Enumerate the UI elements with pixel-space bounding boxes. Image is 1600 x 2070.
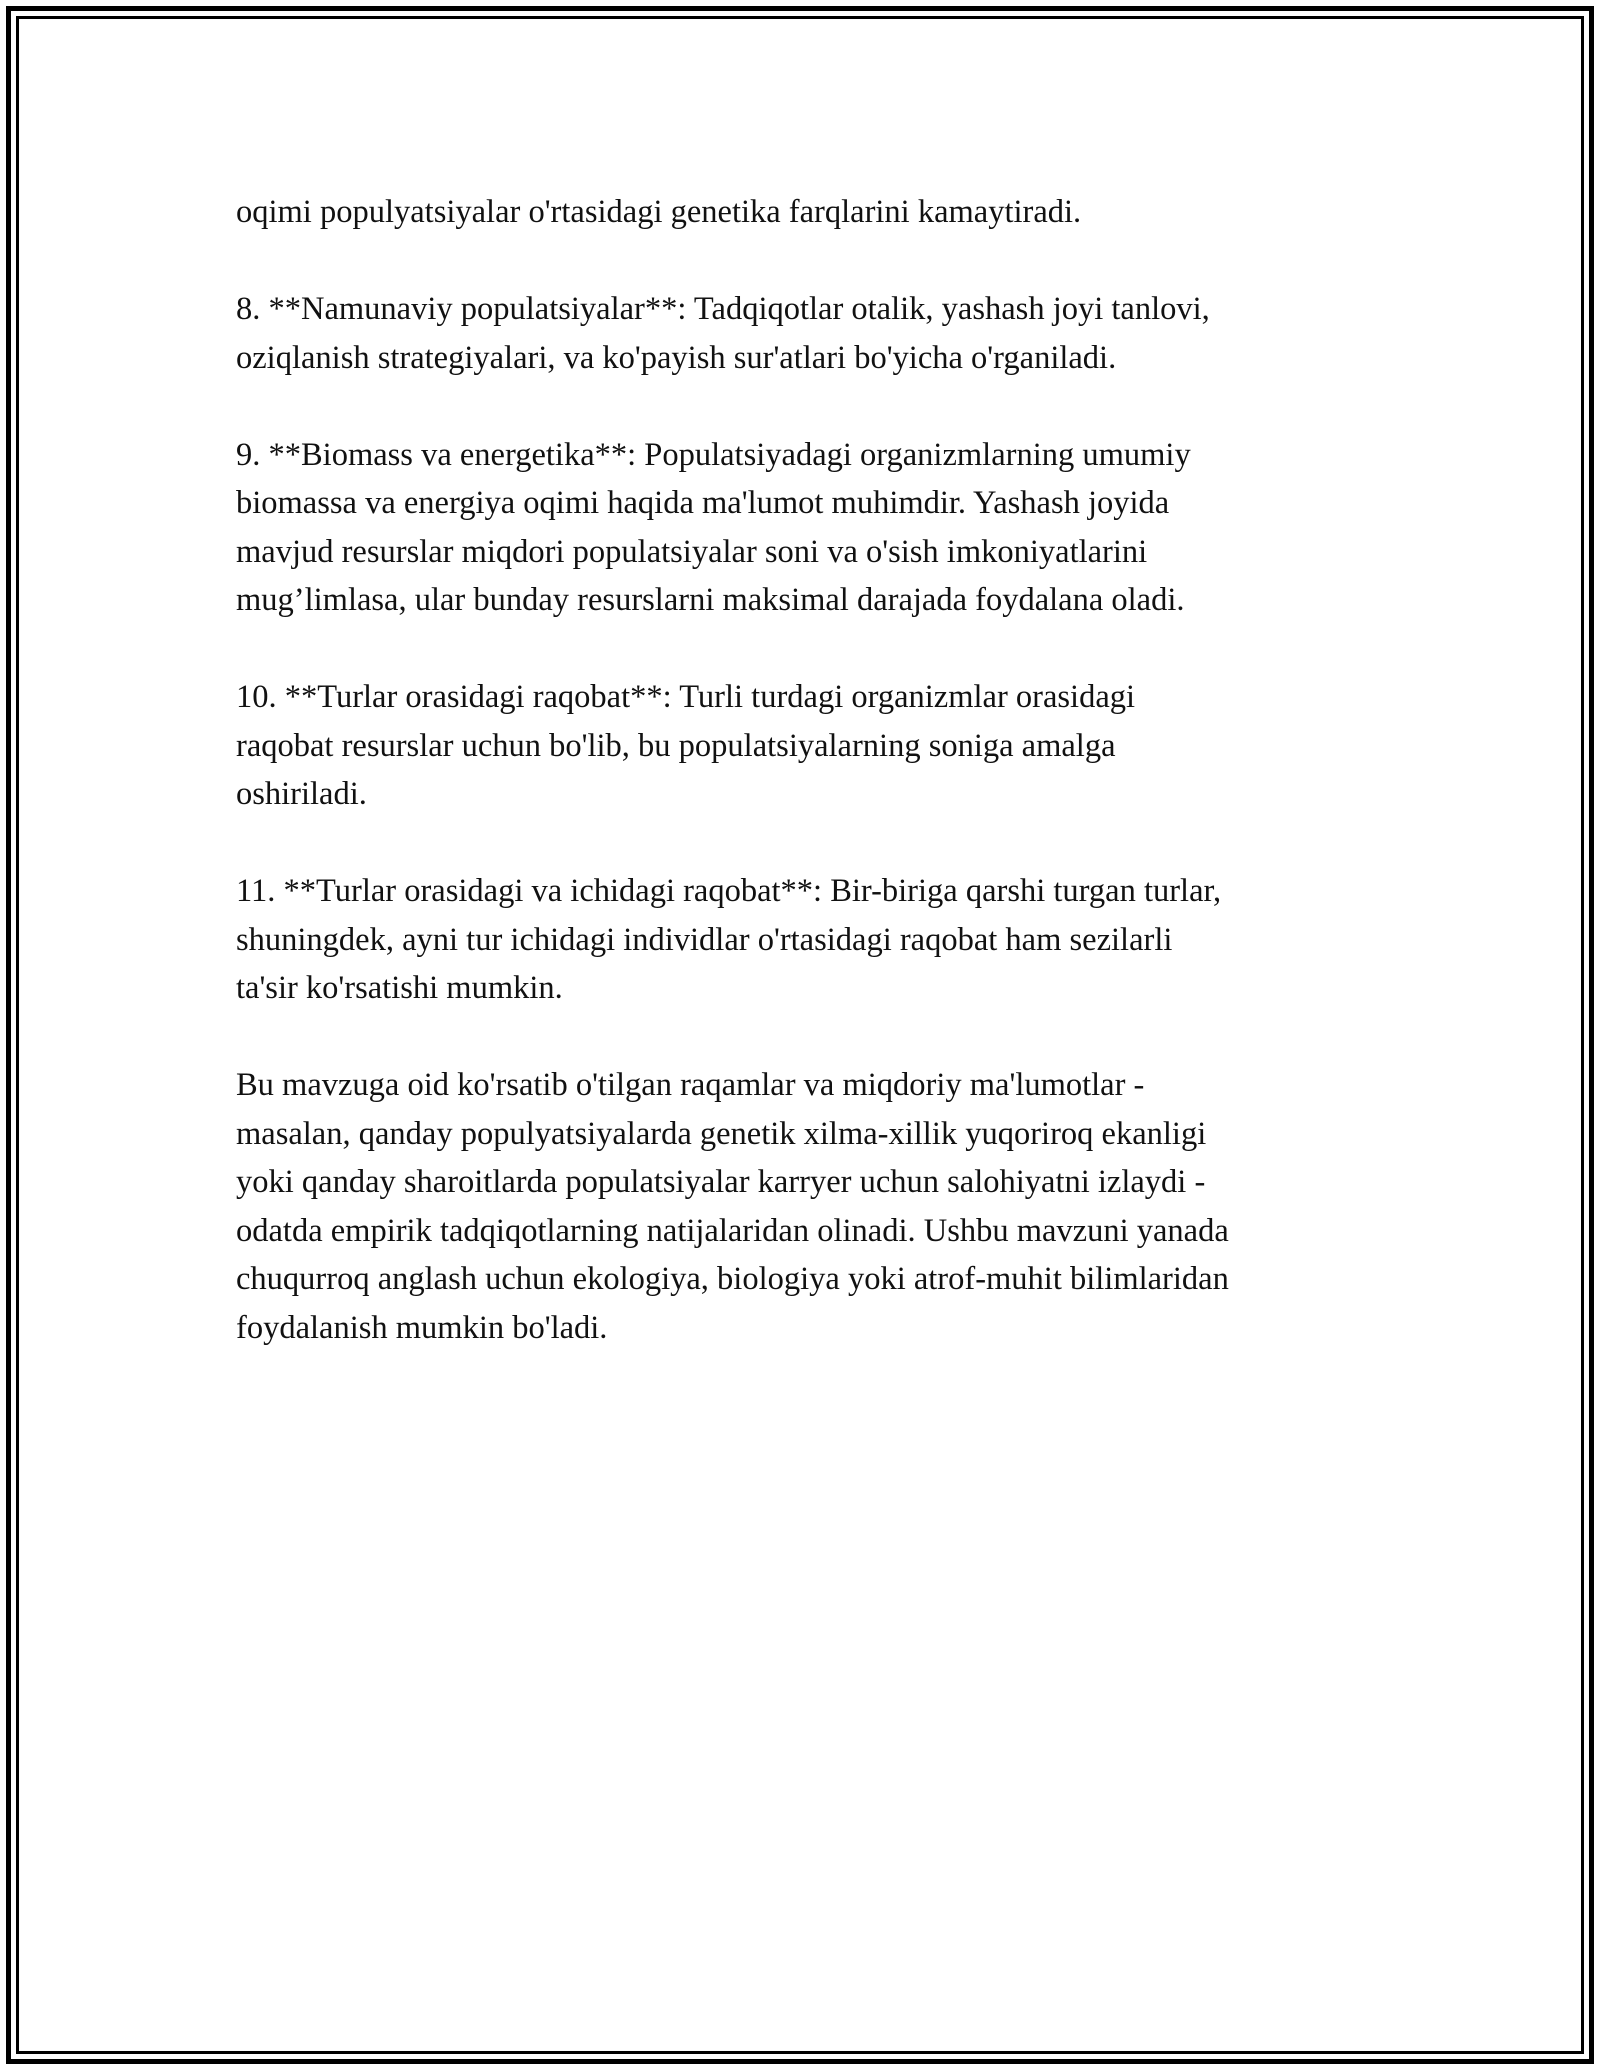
paragraph-continuation: oqimi populyatsiyalar o'rtasidagi genetika farqlarini kamaytiradi.: [236, 194, 1082, 230]
paragraph-item-9: 9. **Biomass va energetika**: Populatsiyadagi organizmlarning umumiy biomassa va energiya oqimi haqida ma'lumot muhimdir. Yashash joyida mavjud resurslar miqdori populatsiyalar soni va o'sish imkoniyatlarini mug’limlasa, ular bunday resurslarni maksimal darajada foydalana oladi.: [236, 436, 1191, 618]
paragraph-item-11: 11. **Turlar orasidagi va ichidagi raqobat**: Bir-biriga qarshi turgan turlar, shuningdek, ayni tur ichidagi individlar o'rtasidagi raqobat ham sezilarli ta'sir ko'rsatishi mumkin.: [236, 873, 1222, 1006]
paragraph-item-10: 10. **Turlar orasidagi raqobat**: Turli turdagi organizmlar orasidagi raqobat resurslar uchun bo'lib, bu populatsiyalarning soniga amalga oshiriladi.: [236, 679, 1136, 812]
paragraph-conclusion: Bu mavzuga oid ko'rsatib o'tilgan raqamlar va miqdoriy ma'lumotlar - masalan, qanday populyatsiyalarda genetik xilma-xillik yuqoriroq ekanligi yoki qanday sharoitlarda populatsiyalar karryer uchun salohiyatni izlaydi - odatda empirik tadqiqotlarning natijalaridan olinadi. Ushbu mavzuni yanada chuqurroq anglash uchun ekologiya, biologiya yoki atrof-muhit bilimlaridan foydalanish mumkin bo'ladi.: [236, 1067, 1229, 1346]
document-body: [236, 188, 1386, 1401]
paragraph-item-8: 8. **Namunaviy populatsiyalar**: Tadqiqotlar otalik, yashash joyi tanlovi, oziqlanish strategiyalari, va ko'payish sur'atlari bo'yicha o'rganiladi.: [236, 291, 1210, 376]
